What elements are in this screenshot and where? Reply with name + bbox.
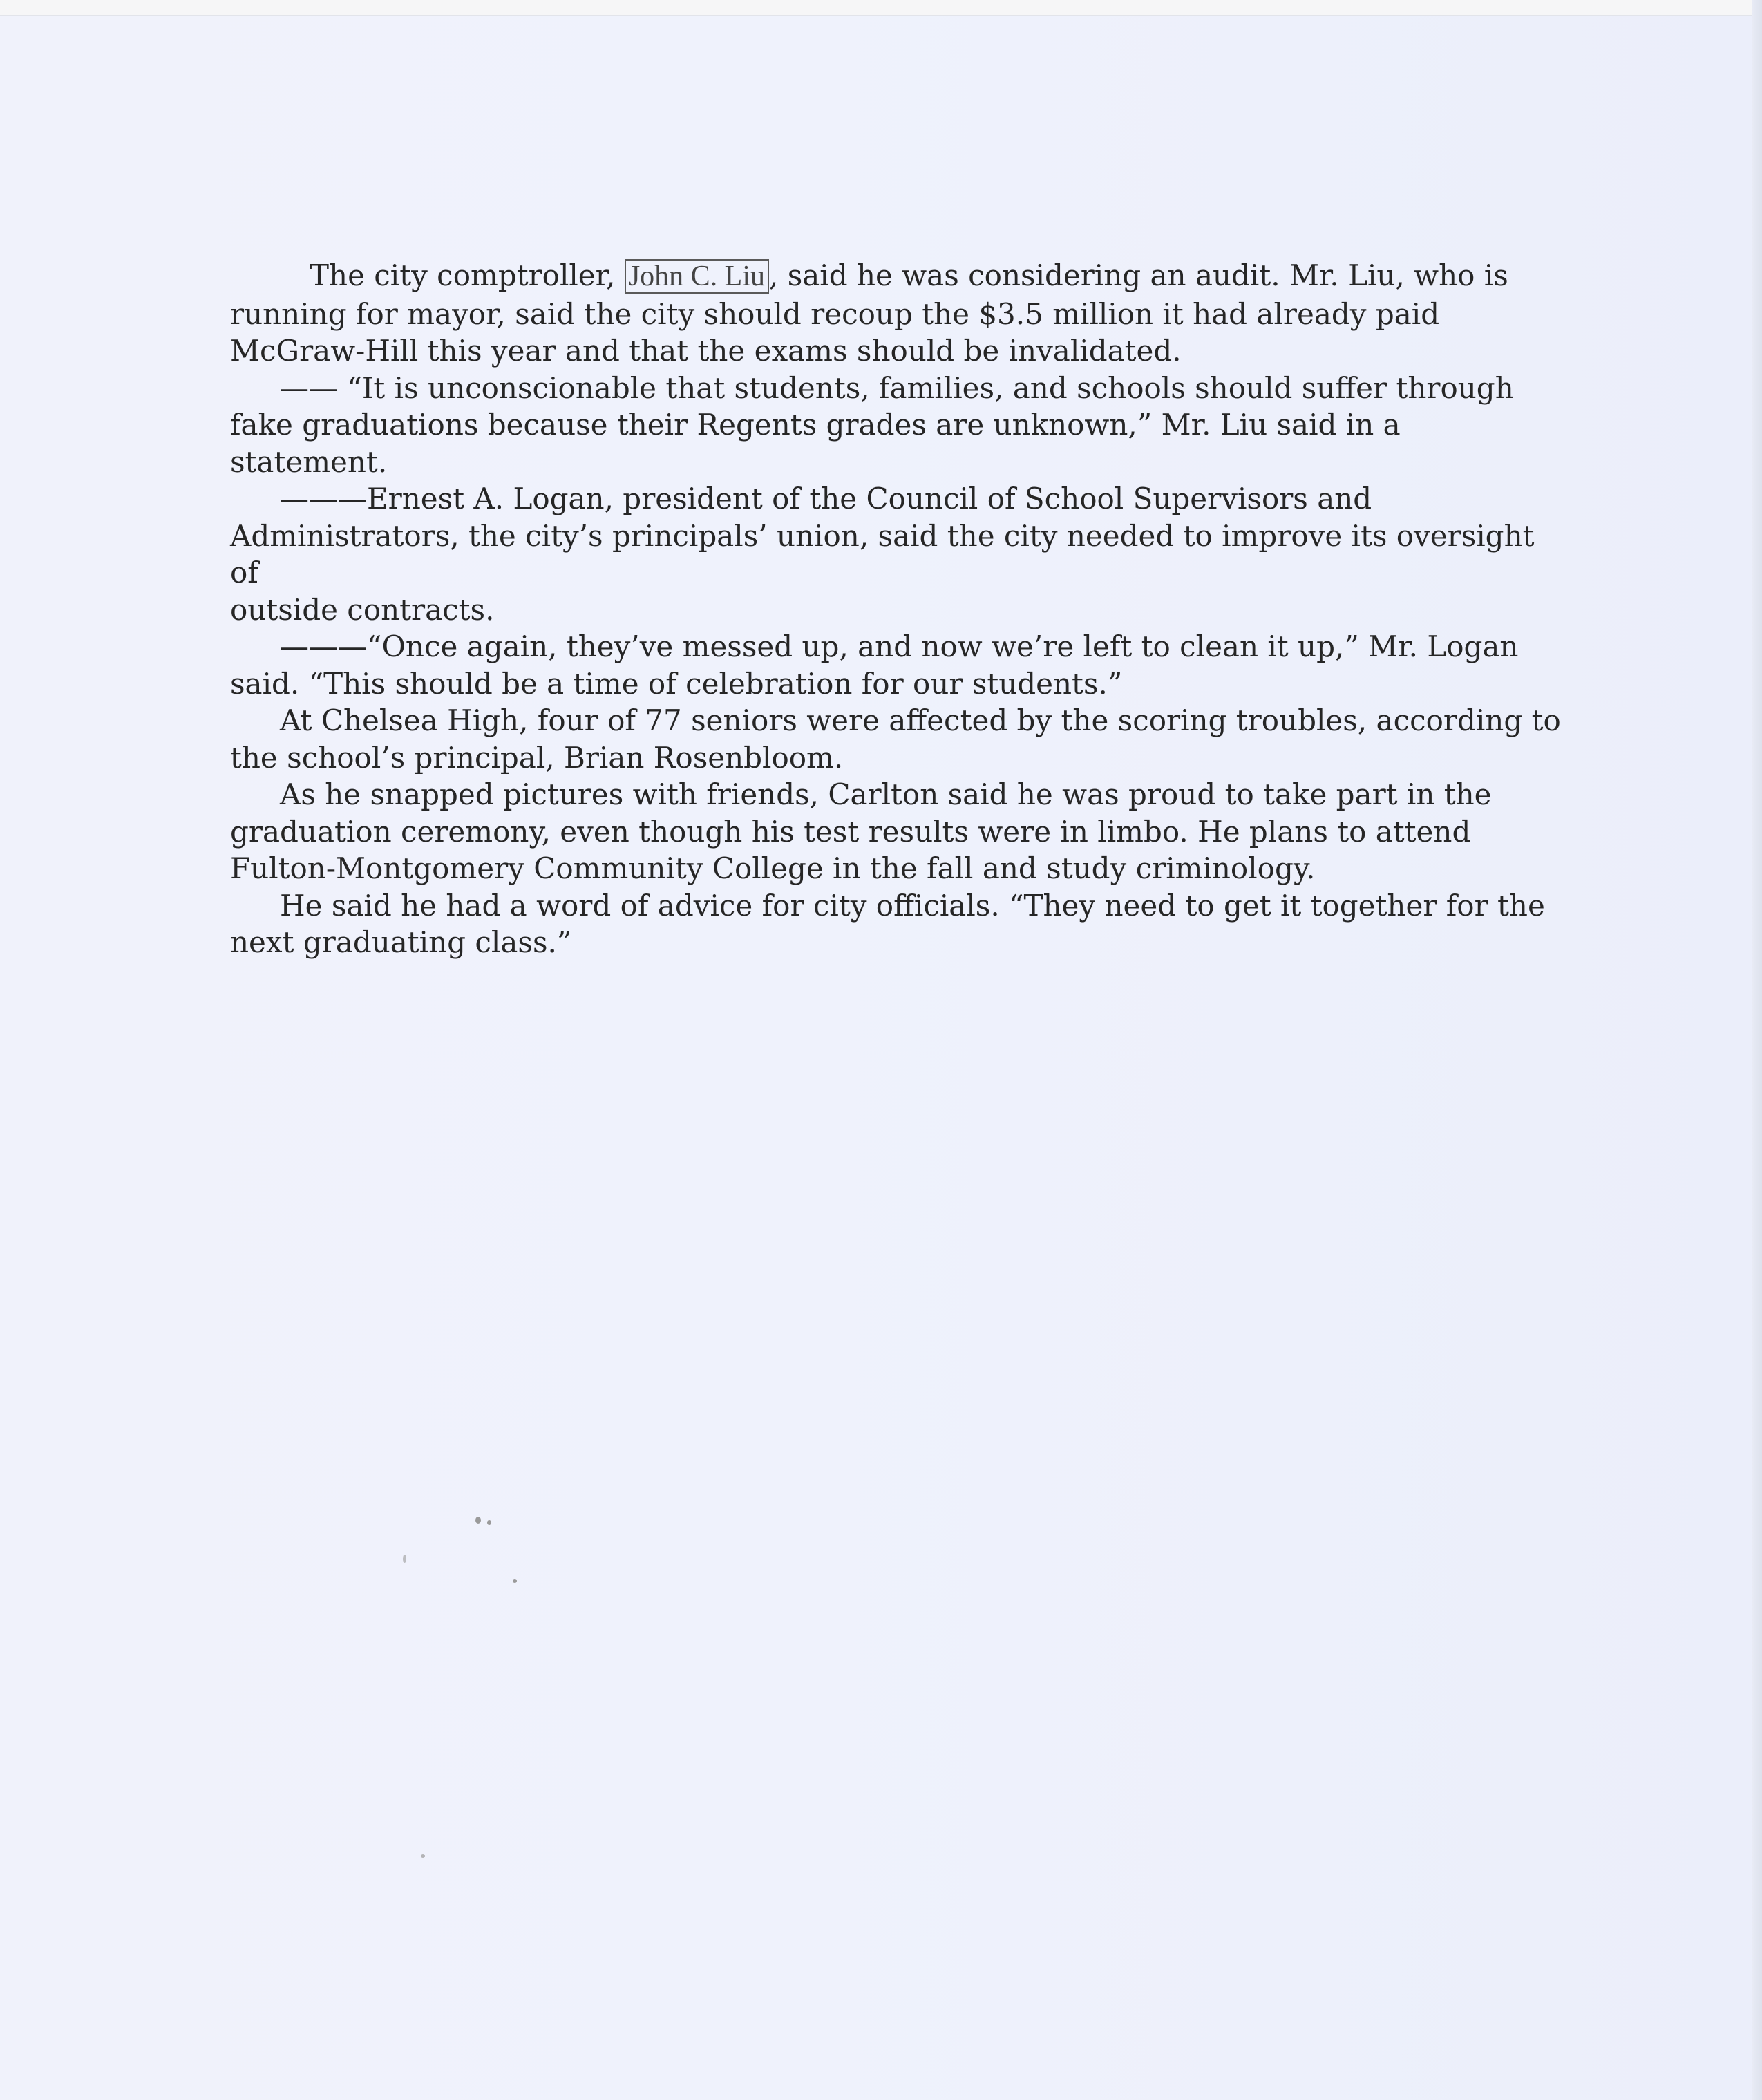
paragraph-comptroller <box>230 257 1564 370</box>
scan-speck <box>421 1854 425 1858</box>
scan-speck <box>403 1555 406 1563</box>
paragraph-logan-quote: ———“Once again, they’ve messed up, and now we’re left to clean it up,” Mr. Logan said. “This should be a time of celebration for our students.” <box>230 630 1519 701</box>
scan-top-edge <box>0 0 1762 16</box>
highlighted-name-box: John C. Liu <box>625 259 769 294</box>
scan-speck <box>475 1517 481 1524</box>
paragraph-logan-intro: ———Ernest A. Logan, president of the Council of School Supervisors and Administrators, the city’s principals’ union, said the city needed to improve its oversight of outside contracts. <box>230 482 1535 627</box>
paragraph-lead-text: The city comptroller, <box>310 258 625 292</box>
paragraph-chelsea-high: At Chelsea High, four of 77 seniors were affected by the scoring troubles, according to the school’s principal, Brian Rosenbloom. <box>230 703 1561 775</box>
paragraph-liu-quote: —— “It is unconscionable that students, families, and schools should suffer through fake graduations because their Regents grades are unknown,” Mr. Liu said in a statement. <box>230 370 1514 479</box>
scan-speck <box>513 1579 517 1583</box>
paragraph-carlton: As he snapped pictures with friends, Carlton said he was proud to take part in the graduation ceremony, even though his test results were in limbo. He plans to attend Fulton-Montgomery Community College in the fall and study criminology. <box>230 777 1492 885</box>
scan-speck <box>487 1520 491 1525</box>
scan-right-edge <box>1752 0 1762 2100</box>
article-text <box>230 257 1564 961</box>
paragraph-advice: He said he had a word of advice for city officials. “They need to get it together for the next graduating class.” <box>230 888 1545 959</box>
paragraph-rest-text: , said he was considering an audit. Mr. Liu, who is running for mayor, said the city should recoup the $3.5 million it had already paid McGraw-Hill this year and that the exams should be invalidated. <box>230 258 1508 368</box>
